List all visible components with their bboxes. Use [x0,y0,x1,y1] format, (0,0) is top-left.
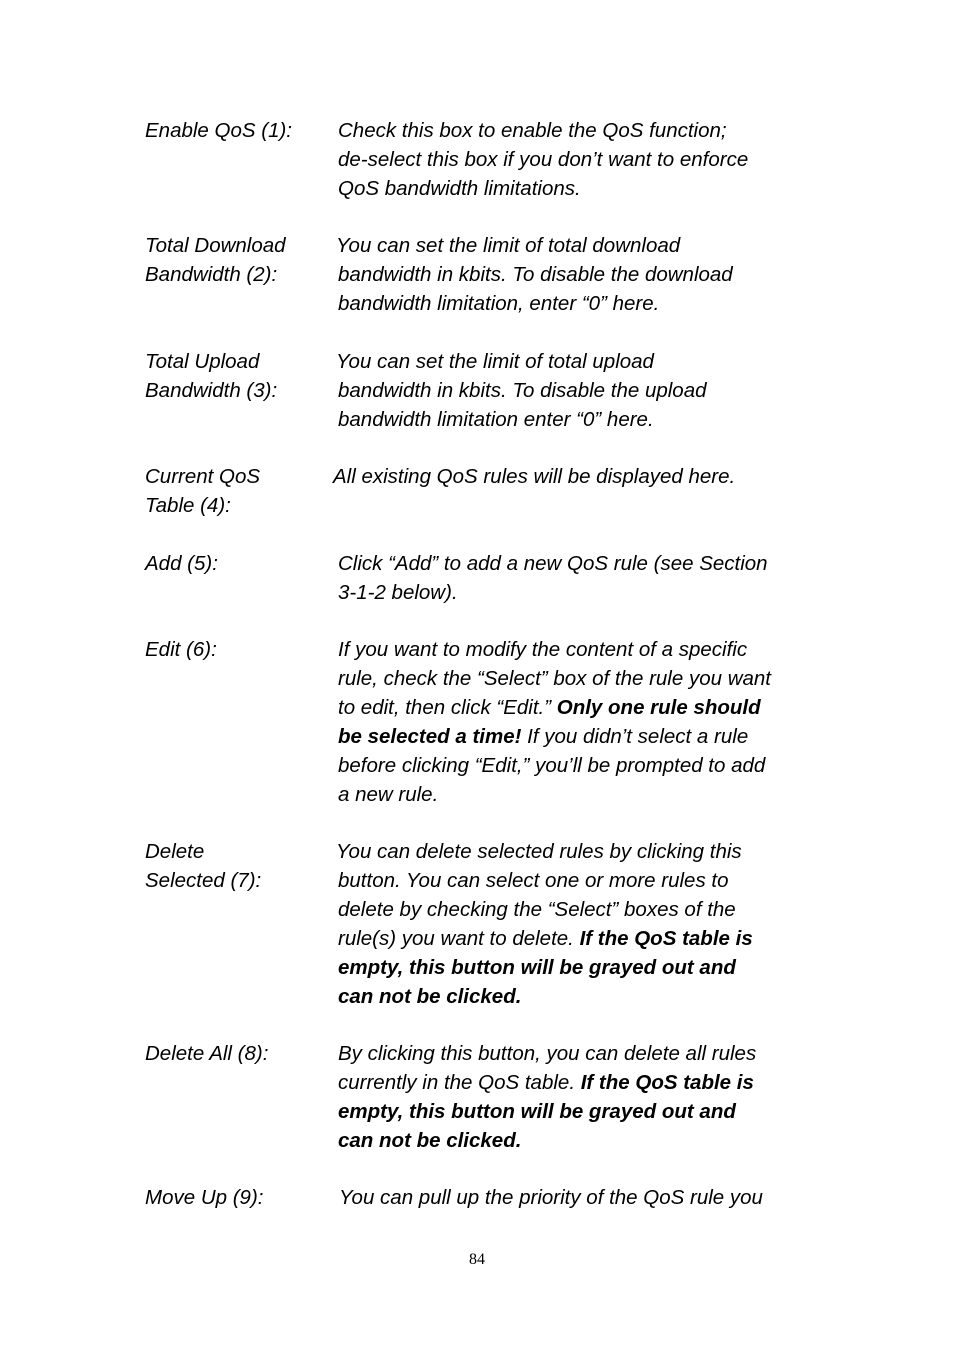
text-run: button. You can select one or more rules to [338,869,729,892]
text-run: You can pull up the priority of the QoS rule you [339,1186,763,1209]
text-run: If you didn’t select a rule [521,725,749,748]
description-line [338,260,828,289]
bold-text-run: Only one rule should [556,696,761,719]
description-line [338,145,828,174]
entry-description [338,347,828,434]
text-run: bandwidth in kbits. To disable the upload [338,379,707,402]
entry-description [338,1039,828,1155]
text-run: to edit, then click “Edit.” [338,696,557,719]
text-run: QoS bandwidth limitations. [338,177,581,200]
entry-term: Delete Selected (7): [145,840,262,892]
entry-description [338,549,828,607]
description-line [338,1068,828,1097]
entry-description [339,1183,829,1212]
bold-text-run: can not be clicked. [338,985,522,1008]
entry-term: Total Upload Bandwidth (3): [145,350,278,402]
entry-description [335,462,825,491]
text-run: bandwidth limitation enter “0” here. [338,408,654,431]
description-line [338,1097,828,1126]
bold-text-run: be selected a time! [338,725,522,748]
text-run: You can set the limit of total download [336,234,681,257]
description-line [338,693,828,722]
description-line [338,116,828,145]
description-line [338,982,828,1011]
text-run: rule, check the “Select” box of the rule you want [338,667,772,690]
text-run: bandwidth limitation, enter “0” here. [338,292,660,315]
entry-description [338,231,828,318]
text-run: Check this box to enable the QoS function; [338,119,727,142]
entry-description [338,116,828,203]
text-run: de-select this box if you don’t want to enforce [338,148,749,171]
bold-text-run: empty, this button will be grayed out and [338,956,736,979]
text-run: delete by checking the “Select” boxes of the [338,898,736,921]
bold-text-run: If the QoS table is [579,927,753,950]
text-run: All existing QoS rules will be displayed here. [333,465,736,488]
description-line [336,347,828,376]
description-line [338,174,828,203]
entry-description [338,635,828,809]
description-line [338,895,828,924]
entry-term: Total Download Bandwidth (2): [145,234,286,286]
description-line [338,664,828,693]
description-line [338,405,828,434]
description-line [338,289,828,318]
description-line [339,1183,829,1212]
description-line [338,578,828,607]
description-line [338,1126,828,1155]
description-line [333,462,825,491]
description-line [336,231,828,260]
description-line [338,549,828,578]
description-line [338,953,828,982]
text-run: before clicking “Edit,” you’ll be prompted to add [338,754,766,777]
text-run: You can delete selected rules by clicking this [336,840,742,863]
description-line [338,635,828,664]
text-run: currently in the QoS table. [338,1071,581,1094]
text-run: rule(s) you want to delete. [338,927,580,950]
bold-text-run: If the QoS table is [580,1071,754,1094]
page-number: 84 [469,1251,485,1268]
entry-term: Move Up (9): [145,1186,264,1209]
bold-text-run: can not be clicked. [338,1129,522,1152]
description-line [338,722,828,751]
entry-term: Delete All (8): [145,1042,269,1065]
text-run: You can set the limit of total upload [336,350,654,373]
text-run: If you want to modify the content of a specific [338,638,748,661]
description-line [338,866,828,895]
description-line [338,751,828,780]
description-line [338,376,828,405]
text-run: Click “Add” to add a new QoS rule (see Section [338,552,768,575]
text-run: 3-1-2 below). [338,581,458,604]
entry-description [338,837,828,1011]
text-run: a new rule. [338,783,439,806]
description-line [336,837,828,866]
text-run: bandwidth in kbits. To disable the download [338,263,733,286]
entry-term: Add (5): [145,552,218,575]
description-line [338,924,828,953]
entry-term: Edit (6): [145,638,217,661]
description-line [338,1039,828,1068]
text-run: By clicking this button, you can delete all rules [338,1042,757,1065]
entry-term: Enable QoS (1): [145,119,292,142]
entry-term: Current QoS Table (4): [145,465,261,517]
description-line [338,780,828,809]
bold-text-run: empty, this button will be grayed out and [338,1100,736,1123]
